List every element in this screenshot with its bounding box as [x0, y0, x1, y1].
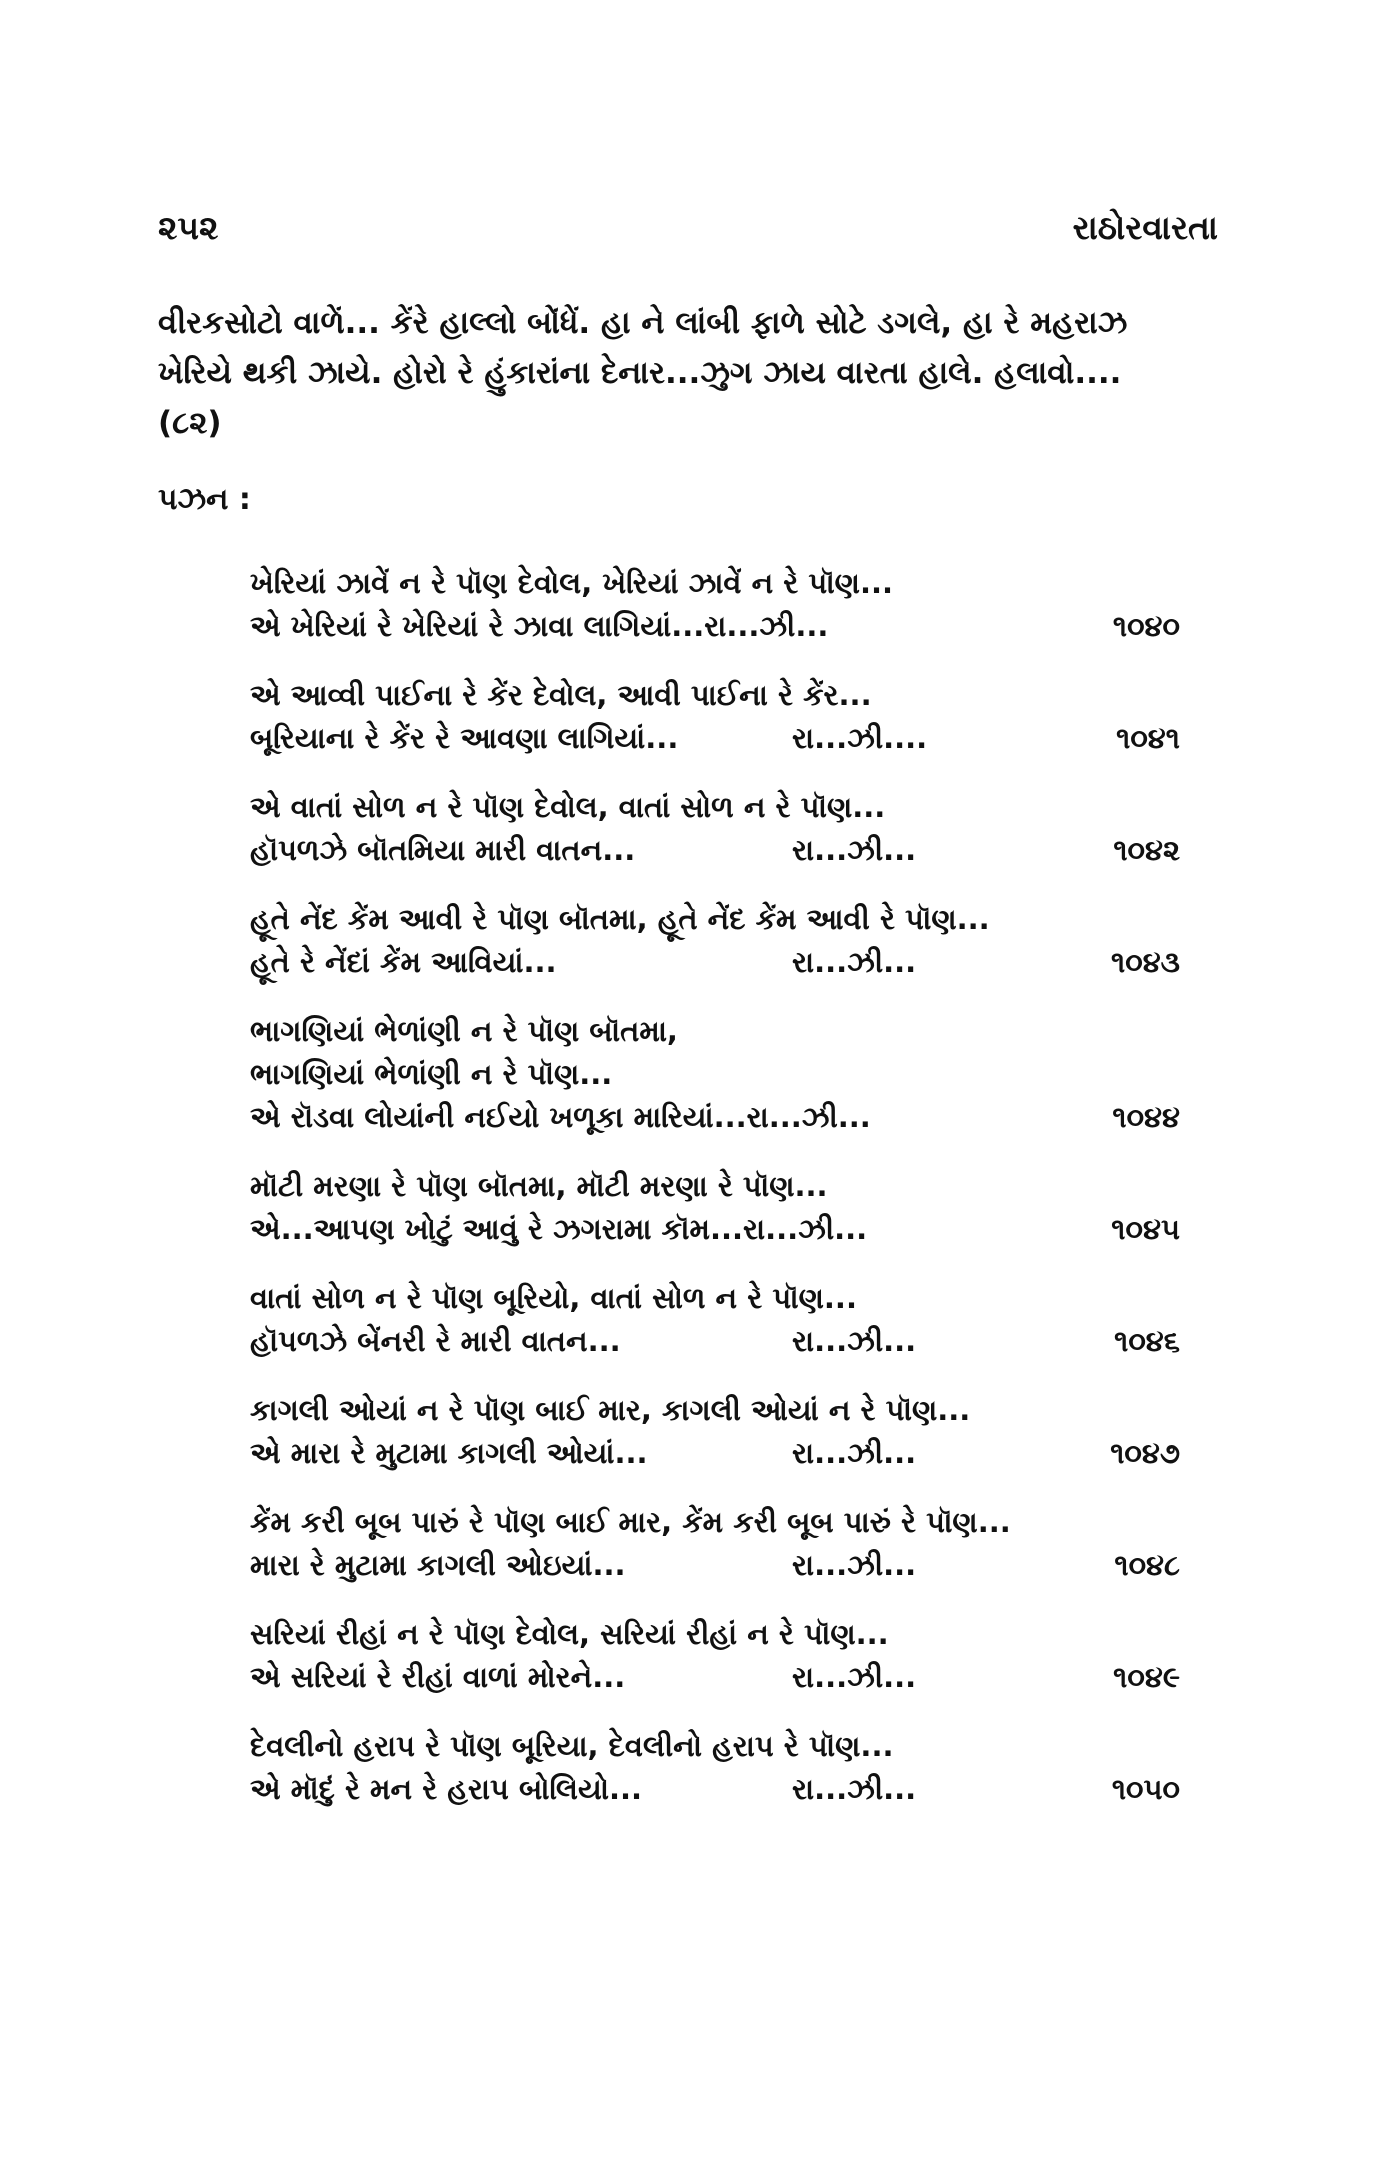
verse-line	[250, 1393, 1180, 1436]
verse-text: ભાગણિયાં ભેળાંણી ન રે પૉણ...	[250, 1057, 613, 1091]
verse-line	[250, 1772, 1180, 1815]
verse-line	[250, 1729, 1180, 1772]
verse-line	[250, 1281, 1180, 1324]
verse-text: હૂતે નેંદ કેંમ આવી રે પૉણ બૉતમા, હૂતે નેંદ કેંમ આવી રે પૉણ...	[250, 902, 990, 936]
verse-text: મૉટી મરણા રે પૉણ બૉતમા, મૉટી મરણા રે પૉણ...	[250, 1169, 828, 1203]
verse-stanza	[250, 790, 1180, 876]
verse-refrain: રા...ઝી...	[792, 1436, 917, 1470]
verse-line	[250, 1436, 1180, 1479]
verse-stanza	[250, 902, 1180, 988]
verse-line	[250, 902, 1180, 945]
page-number: ૨૫૨	[158, 208, 219, 247]
verse-refrain: રા...ઝી...	[792, 945, 917, 979]
intro-line: વીરકસોટો વાળેં... કેંરે હાલ્લો બોંધેં. હા ને લાંબી ફાળે સોટે ડગલે, હા રે મહરાઝ	[158, 305, 1128, 341]
verse-number: ૧૦૫૦	[1111, 1772, 1180, 1806]
verse-stanza	[250, 678, 1180, 764]
page-header	[158, 208, 1218, 248]
verse-text: એ...આપણ ખોટું આવું રે ઝગરામા કૉમ...રા...ઝી...	[250, 1212, 868, 1246]
verse-refrain: રા...ઝી...	[792, 1772, 917, 1806]
verse-line	[250, 1617, 1180, 1660]
verse-line	[250, 1014, 1180, 1057]
verse-line	[250, 1212, 1180, 1255]
verse-stanza	[250, 1505, 1180, 1591]
verse-text: એ આવ્વી પાઈના રે કેંર દેવોલ, આવી પાઈના રે કેંર...	[250, 678, 872, 712]
verse-line	[250, 1505, 1180, 1548]
verse-text: એ વાતાં સોળ ન રે પૉણ દેવોલ, વાતાં સોળ ન રે પૉણ...	[250, 790, 886, 824]
verse-refrain: રા...ઝી...	[792, 833, 917, 867]
verse-line	[250, 678, 1180, 721]
verse-line	[250, 609, 1180, 652]
running-title: રાઠોરવારતા	[1072, 208, 1218, 247]
verse-line	[250, 1169, 1180, 1212]
intro-footnote-ref: (૮૨)	[158, 405, 222, 441]
verse-stanza	[250, 1393, 1180, 1479]
verse-text: સરિયાં રીહાં ન રે પૉણ દેવોલ, સરિયાં રીહાં ન રે પૉણ...	[250, 1617, 889, 1651]
verse-number: ૧૦૪૯	[1113, 1660, 1180, 1694]
verse-text: એ મારા રે મુટામા કાગલી ઓયાં...	[250, 1436, 648, 1470]
verse-text: હૉપળઝે બેંનરી રે મારી વાતન...	[250, 1324, 621, 1358]
verse-text: હૉપળઝે બૉતમિયા મારી વાતન...	[250, 833, 636, 867]
verse-line	[250, 1057, 1180, 1100]
verse-text: બૂરિયાના રે કેંર રે આવણા લાગિયાં...	[250, 721, 679, 755]
verse-text: ખેરિયાં ઝાવેં ન રે પૉણ દેવોલ, ખેરિયાં ઝાવેં ન રે પૉણ...	[250, 566, 894, 600]
verse-number: ૧૦૪૫	[1111, 1212, 1180, 1246]
verse-text: કાગલી ઓયાં ન રે પૉણ બાઈ માર, કાગલી ઓયાં ન રે પૉણ...	[250, 1393, 971, 1427]
verse-text: એ રૉડવા લોયાંની નઈયો ખળૂકા મારિયાં...રા...ઝી...	[250, 1100, 871, 1134]
verse-text: ભાગણિયાં ભેળાંણી ન રે પૉણ બૉતમા,	[250, 1014, 678, 1048]
verse-text: એ ખેરિયાં રે ખેરિયાં રે ઝાવા લાગિયાં...રા...ઝી...	[250, 609, 829, 643]
verse-line	[250, 790, 1180, 833]
verse-number: ૧૦૪૩	[1111, 945, 1180, 979]
verse-text: એ સરિયાં રે રીહાં વાળાં મોરને...	[250, 1660, 626, 1694]
verse-stanza	[250, 1729, 1180, 1815]
verse-stanza	[250, 1169, 1180, 1255]
verse-number: ૧૦૪૪	[1112, 1100, 1180, 1134]
verse-line	[250, 566, 1180, 609]
verse-refrain: રા...ઝી....	[792, 721, 928, 755]
intro-line: ખેરિયે થકી ઝાયે. હોરો રે હુંકારાંના દેનાર...ઝુગ ઝાય વારતા હાલે. હલાવો....	[158, 355, 1122, 391]
verse-number: ૧૦૪૧	[1116, 721, 1180, 755]
verse-refrain: રા...ઝી...	[792, 1548, 917, 1582]
verse-line	[250, 833, 1180, 876]
verse-list	[250, 566, 1180, 1841]
verse-text: વાતાં સોળ ન રે પૉણ બૂરિયો, વાતાં સોળ ન રે પૉણ...	[250, 1281, 857, 1315]
verse-text: હૂતે રે નેંદાં કેંમ આવિયાં...	[250, 945, 557, 979]
verse-number: ૧૦૪૦	[1112, 609, 1180, 643]
verse-text: કેંમ કરી બૂબ પારું રે પૉણ બાઈ માર, કેંમ કરી બૂબ પારું રે પૉણ...	[250, 1505, 1011, 1539]
verse-line	[250, 945, 1180, 988]
verse-line	[250, 1324, 1180, 1367]
verse-line	[250, 1100, 1180, 1143]
verse-text: મારા રે મુટામા કાગલી ઓઇયાં...	[250, 1548, 626, 1582]
verse-stanza	[250, 1014, 1180, 1143]
verse-number: ૧૦૪૭	[1110, 1436, 1180, 1470]
intro-paragraph	[158, 298, 1228, 448]
verse-number: ૧૦૪૮	[1114, 1548, 1180, 1582]
verse-text: દેવલીનો હરાપ રે પૉણ બૂરિયા, દેવલીનો હરાપ રે પૉણ...	[250, 1729, 894, 1763]
verse-number: ૧૦૪૬	[1114, 1324, 1180, 1358]
verse-refrain: રા...ઝી...	[792, 1324, 917, 1358]
verse-line	[250, 721, 1180, 764]
section-label: પઝન :	[158, 482, 251, 517]
verse-text: એ મૉદું રે મન રે હરાપ બોલિયો...	[250, 1772, 643, 1806]
verse-line	[250, 1548, 1180, 1591]
verse-number: ૧૦૪૨	[1113, 833, 1180, 867]
verse-refrain: રા...ઝી...	[792, 1660, 917, 1694]
verse-line	[250, 1660, 1180, 1703]
verse-stanza	[250, 1617, 1180, 1703]
verse-stanza	[250, 566, 1180, 652]
verse-stanza	[250, 1281, 1180, 1367]
